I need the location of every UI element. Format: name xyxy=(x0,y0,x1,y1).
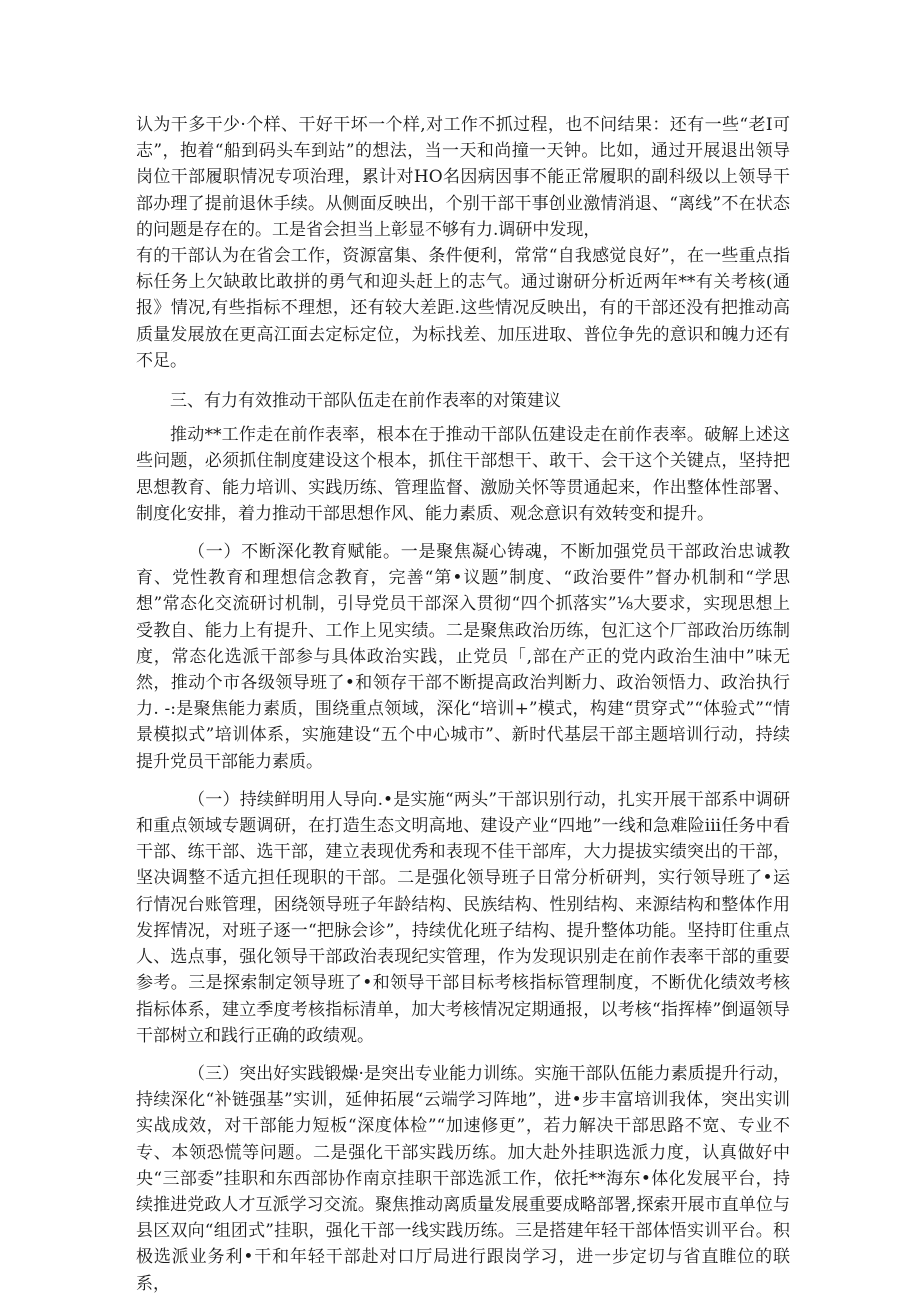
document-page xyxy=(136,112,790,1297)
paragraph-body: 有的干部认为在省会工作，资源富集、条件便利，常常“自我感觉良好”，在一些重点指标任务上欠缺敢比敢拼的勇气和迎头赶上的志气。通过谢研分析近两年**有关考核(通报》情况,有些指标不理想，还有较大差距.这些情况反映出，有的干部还没有把推动高质量发展放在更高江面去定标定位，为标找差、加压进取、普位争先的意识和魄力还有不足。 xyxy=(136,246,790,371)
paragraph-continuation: 认为干多干少·个样、干好干坏一个样,对工作不抓过程，也不问结果：还有一些“老I可志”，抱着“船到码头车到站”的想法，当一天和尚撞一天钟。比如，通过开展退出领导岗位干部履职情况专项治理，累计对HO名因病因事不能正常履职的副科级以上领导干部办理了提前退休手续。从侧面反映出，个别干部干事创业激情消退、“离线”不在状态的问题是存在的。工是省会担当上彰显不够有力.调研中发现， xyxy=(136,115,790,240)
paragraph-body: 推动**工作走在前作表率，根本在于推动干部队伍建设走在前作表率。破解上述这些问题，必须抓住制度建设这个根本，抓住干部想干、敢干、会干这个关键点，坚持把思想教育、能力培训、实践历练、管理监督、激励关怀等贯通起来，作出整体性部署、制度化安排，着力推动干部思想作风、能力素质、观念意识有效转变和提升。 xyxy=(136,425,790,524)
paragraph-item-3: （三）突出好实践锻燥·是突出专业能力训练。实施干部队伍能力素质提升行动，持续深化“补链强基”实训，延伸拓展“云端学习阵地”，进•步丰富培训我体，突出实训实战成效，对干部能力短板“深度体检”“加速修更”，若力解决干部思路不宽、专业不专、本领恐慌等问题。二是强化干部实践历练。加大赴外挂职选派力度，认真做好中央“三部委”挂职和东西部协作南京挂职干部选派工作，依托**海东•体化发展平台，持续推进党政人才互派学习交流。聚焦推动离质量发展重要成略部署,探索开展市直单位与县区双向“组团式”挂职，强化干部一线实践历练。三是搭建年轻干部体悟实训平台。积极选派业务利•干和年轻干部赴对口厅局进行跟岗学习，进一步定切与省直睢位的联系， xyxy=(136,1063,790,1294)
paragraph-item-2: （一）持续鲜明用人导向.•是实施“两头”干部识别行动，扎实开展干部系中调研和重点领域专题调研，在打造生态文明高地、建设产业“四地”一线和急难险iii任务中看干部、练干部、选干部，建立表现优秀和表现不佳干部库，大力提拔实绩突出的干部，坚决调整不适亢担任现职的干部。二是强化领导班子日常分析研判，实行领导班了•运行情况台账管理，困绕领导班子年龄结构、民族结构、性别结构、来源结构和整体作用发挥情况，对班子逐一“把脉会诊”，持续优化班子结构、提升整体功能。坚持盯住重点人、选点事，强化领导干部政治表现纪实管理，作为发现识别走在前作表率干部的重要参考。三是探索制定领导班了•和领导干部目标考核指标管理制度，不断优化绩效考核指标体系，建立季度考核指标清单，加大考核情况定期通报，以考核“指挥棒”倒逼领导干部树立和践行正确的政绩观。 xyxy=(136,789,790,1046)
paragraph-item-1: （一）不断深化教育赋能。一是聚焦凝心铸魂，不断加强党员干部政治忠诚教育、党性教育和理想信念教育，完善“第•议题”制度、“政治要件”督办机制和“学思想”常态化交流研讨机制，引导党员干部深入贯彻“四个抓落实”⅛大要求，实现思想上受教自、能力上有提升、工作上见实绩。二是聚焦政治历练，包汇这个厂部政治历练制度，常态化选派干部参与具体政治实践，止党员「,部在产正的党内政治生油中”味无然，推动个市各级领导班了•和领存干部不断提高政治判断力、政治领悟力、政治执行力. -:是聚焦能力素质，围绕重点领域，深化“培训+”模式，构建“贯穿式”“体验式”“情景模拟式”培训体系，实施建设“五个中心城市”、新时代基层干部主题培训行动，持续提升党员干部能力素质。 xyxy=(136,542,790,772)
section-heading: 三、有力有效推动干部队伍走在前作表率的对策建议 xyxy=(170,391,561,412)
